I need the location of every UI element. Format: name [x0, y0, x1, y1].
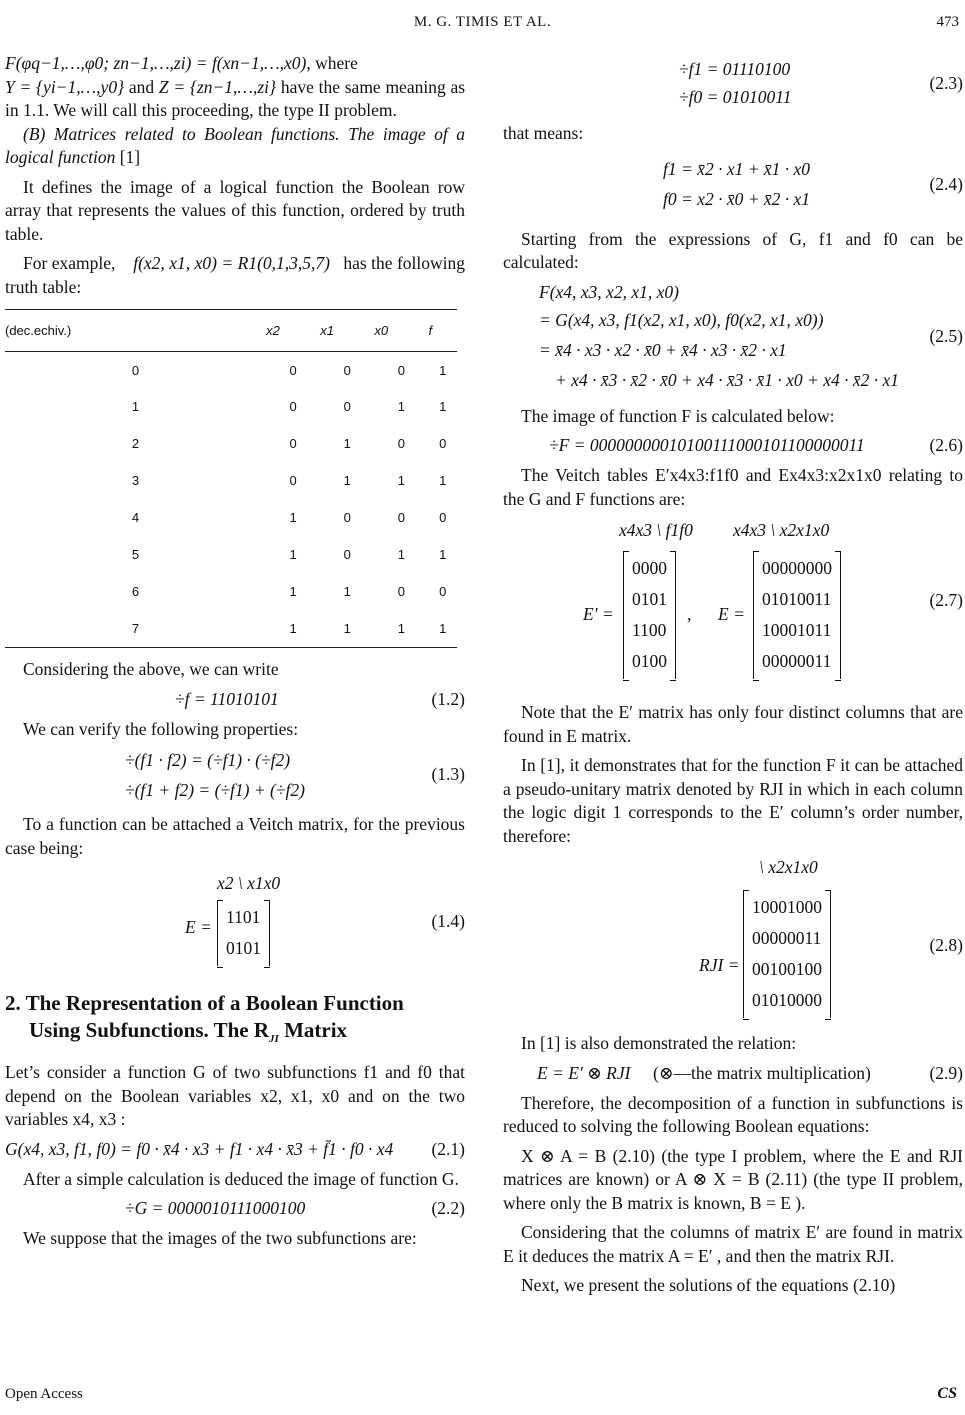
eq28-head: \ x2x1x0	[759, 857, 818, 877]
truth-table-cell: 1	[289, 510, 297, 526]
paragraph-verify: We can verify the following properties:	[23, 718, 299, 739]
intro-set-y: Y = {yi−1,…,y0}	[5, 76, 125, 97]
eq14-head: x2 \ x1x0	[217, 873, 281, 893]
truth-table-row	[5, 574, 457, 611]
section-title-line1: 2. The Representation of a Boolean Function	[5, 991, 404, 1015]
intro-where: , where	[306, 53, 358, 73]
truth-table-cell: 1	[397, 473, 405, 489]
eq25-line: F(x4, x3, x2, x1, x0)	[539, 281, 679, 302]
truth-table-cell: 0	[397, 362, 405, 378]
truth-table-cell: 3	[131, 473, 140, 489]
truth-table-cell: 0	[439, 436, 447, 452]
truth-table	[5, 309, 457, 648]
eq13-number: (1.3)	[431, 764, 465, 784]
equation-1-2	[5, 688, 465, 718]
truth-table-cell: 1	[374, 611, 428, 648]
paragraph-next: Next, we present the solutions of the equations (2.10)	[521, 1275, 896, 1295]
truth-table-cell: 0	[343, 362, 351, 378]
truth-table-cell: 1	[266, 611, 320, 648]
truth-table-cell: 0	[289, 473, 297, 489]
paragraph-b-heading	[5, 123, 465, 170]
truth-table-cell: 0	[397, 510, 405, 526]
matrix-row: 01010000	[752, 990, 822, 1010]
truth-table-cell: 7	[5, 611, 266, 648]
truth-table-cell: 0	[131, 362, 140, 378]
eq23a-expr: ÷f1 = 01110100	[679, 59, 791, 79]
matrix-row: 0000	[632, 558, 667, 578]
eq26-expr: ÷F = 00000000010100111000101100000011	[549, 435, 865, 455]
section-heading-2	[5, 990, 465, 1053]
example-equation: f(x2, x1, x0) = R1(0,1,3,5,7)	[133, 253, 330, 273]
footer-open-access: Open Access	[5, 1386, 83, 1402]
eq27-lhs1: E′ =	[583, 604, 614, 624]
paragraph-lets-consider: Let’s consider a function G of two subfunctions f1 and f0 that depend on the Boolean variables x2, x1, x0 and on the two variables x4, x3 :	[5, 1062, 465, 1130]
eq28-number: (2.8)	[929, 935, 963, 955]
paragraph-after: After a simple calculation is deduced the image of function G.	[23, 1168, 459, 1189]
eq24a-expr: f1 = x̄2 · x1 + x̄1 · x0	[663, 158, 811, 179]
eq22-expr: ÷G = 0000010111000100	[125, 1198, 306, 1219]
paragraph-starting: Starting from the expressions of G, f1 and f0 can be calculated:	[503, 228, 963, 272]
eq29-number: (2.9)	[929, 1062, 963, 1083]
paragraph-means: that means:	[503, 123, 584, 143]
eq26-number: (2.6)	[929, 435, 963, 455]
matrix-row: 01010011	[762, 589, 832, 609]
eq24-number: (2.4)	[929, 173, 963, 194]
th-x1: x1	[320, 310, 374, 352]
truth-table-cell: 1	[439, 362, 447, 378]
paragraph-image: The image of function F is calculated below:	[521, 405, 835, 426]
truth-table-cell: 0	[397, 584, 405, 600]
truth-table-row	[5, 611, 457, 648]
truth-table-cell: 0	[289, 436, 297, 452]
eq23b-expr: ÷f0 = 01010011	[679, 87, 792, 107]
truth-table-cell: 1	[289, 547, 297, 563]
equation-2-7	[503, 517, 963, 683]
eq27-lhs2: E =	[718, 604, 745, 624]
matrix-row: 00100100	[752, 959, 822, 979]
truth-table-cell: 1	[343, 584, 351, 600]
intro-paragraph	[5, 52, 465, 123]
truth-table-row	[5, 463, 457, 500]
running-header: M. G. TIMIS ET AL.	[413, 14, 552, 30]
section-title-sub: JI	[269, 1033, 279, 1046]
truth-table-row	[5, 500, 457, 537]
truth-table-cell: 1	[320, 611, 374, 648]
equation-2-1	[5, 1138, 465, 1168]
eq28-lhs: RJI =	[699, 955, 740, 975]
section-title-line2: Using Subfunctions. The R	[29, 1018, 270, 1042]
truth-table-row	[5, 352, 457, 389]
truth-table-cell: 0	[439, 584, 447, 600]
example-text-b: has the following truth table:	[5, 253, 466, 297]
eq25-number: (2.5)	[929, 325, 963, 346]
equation-2-9	[503, 1062, 963, 1092]
matrix-row: 0100	[632, 651, 667, 671]
eq27-number: (2.7)	[929, 590, 963, 610]
eq27-head2: x4x3 \ x2x1x0	[733, 520, 830, 540]
left-column	[5, 52, 465, 1257]
paragraph-veitch-tables: The Veitch tables E′x4x3:f1f0 and Ex4x3:x2x1x0 relating to the G and F functions are:	[503, 465, 963, 509]
page-number: 473	[936, 14, 959, 30]
example-text-a: For example,	[23, 253, 116, 273]
truth-table-cell: 4	[131, 510, 140, 526]
paragraph-note: Note that the E′ matrix has only four distinct columns that are found in E matrix.	[503, 702, 963, 746]
b-ref: [1]	[119, 147, 141, 167]
equation-2-6	[503, 434, 963, 464]
th-f: f	[428, 310, 457, 352]
truth-table-row	[5, 537, 457, 574]
eq21-expr: G(x4, x3, f1, f0) = f0 · x̄4 · x3 + f1 · x4 · x̄3 + f̄1 · f0 · x4	[5, 1138, 394, 1159]
eq14-row: 1101	[226, 907, 261, 927]
eq25-line: = G(x4, x3, f1(x2, x1, x0), f0(x2, x1, x0))	[539, 309, 824, 330]
matrix-row: 00000000	[762, 558, 832, 578]
truth-table-cell: 0	[397, 436, 405, 452]
truth-table-cell: 0	[439, 510, 447, 526]
truth-table-cell: 1	[289, 584, 297, 600]
b-title: Matrices related to Boolean functions. The image of a logical function	[5, 123, 466, 167]
eq22-number: (2.2)	[431, 1198, 465, 1219]
eq27-matrix-e-prime	[623, 551, 676, 679]
eq13b-expr: ÷(f1 + f2) = (÷f1) + (÷f2)	[125, 780, 305, 800]
paragraph-example	[5, 252, 465, 299]
truth-table-row	[5, 389, 457, 426]
matrix-row: 0101	[632, 589, 667, 609]
paragraph-therefore: Therefore, the decomposition of a function in subfunctions is reduced to solving the following Boolean equations:	[503, 1092, 963, 1136]
eq27-head1: x4x3 \ f1f0	[619, 520, 693, 540]
matrix-row: 00000011	[762, 651, 832, 671]
matrix-row: 10001011	[762, 620, 832, 640]
paragraph-suppose: We suppose that the images of the two subfunctions are:	[23, 1228, 417, 1249]
th-x2: x2	[266, 310, 320, 352]
eq23-number: (2.3)	[929, 73, 963, 93]
equation-2-8	[503, 854, 963, 1026]
eq27-comma: ,	[687, 604, 692, 624]
truth-table-cell: 1	[439, 473, 447, 489]
paragraph-in2: In [1] is also demonstrated the relation:	[521, 1033, 797, 1053]
truth-table-cell: 1	[131, 399, 140, 415]
truth-table-cell: 1	[397, 399, 405, 415]
intro-equation: F(φq−1,…,φ0; zn−1,…,zi) = f(xn−1,…,x0)	[5, 53, 307, 73]
equation-2-5	[503, 281, 963, 401]
truth-table-cell: 0	[343, 510, 351, 526]
truth-table-cell: 1	[439, 399, 447, 415]
truth-table-header	[5, 310, 457, 352]
right-column	[503, 52, 963, 1304]
eq24b-expr: f0 = x2 · x̄0 + x̄2 · x1	[663, 188, 811, 209]
truth-table-cell: 0	[289, 362, 297, 378]
equation-2-2	[5, 1197, 465, 1227]
paragraph-considering-2: Considering that the columns of matrix E′ are found in matrix E it deduces the matrix A = E′ , and then the matrix RJI.	[503, 1222, 963, 1266]
equation-2-3	[503, 58, 963, 114]
intro-set-z: Z = {zn−1,…,zi}	[158, 76, 277, 97]
eq14-matrix	[217, 900, 270, 966]
eq27-matrix-e	[753, 551, 841, 679]
eq29-note: (⊗—the matrix multiplication)	[653, 1062, 871, 1083]
paragraph-considering: Considering the above, we can write	[23, 659, 279, 679]
matrix-row: 10001000	[752, 897, 822, 917]
eq25-line: = x̄4 · x3 · x2 · x̄0 + x̄4 · x3 · x̄2 · x1	[539, 339, 787, 360]
intro-rest: have the same meaning as in 1.1. We will call this proceeding, the type II problem.	[5, 76, 466, 120]
b-label: (B)	[23, 123, 46, 144]
paragraph-in1: In [1], it demonstrates that for the function F it can be attached a pseudo-unitary matrix denoted by RJI in which in each column the logic digit 1 corresponds to the E′ column’s order number, therefore:	[503, 755, 963, 846]
matrix-row: 1100	[632, 620, 667, 640]
th-x0: x0	[374, 310, 428, 352]
truth-table-cell: 1	[428, 611, 457, 648]
paragraph-defines: It defines the image of a logical function the Boolean row array that represents the values of this function, ordered by truth table.	[5, 176, 465, 244]
equation-1-3	[5, 747, 465, 807]
truth-table-cell: 1	[343, 473, 351, 489]
equation-1-4	[5, 866, 465, 976]
eq13a-expr: ÷(f1 · f2) = (÷f1) · (÷f2)	[125, 750, 291, 770]
eq25-line: + x4 · x̄3 · x̄2 · x̄0 + x4 · x̄3 · x̄1 · x0 + x4 · x̄2 · x1	[555, 369, 899, 390]
truth-table-cell: 0	[343, 399, 351, 415]
truth-table-cell: 6	[131, 584, 140, 600]
equation-2-4	[503, 156, 963, 216]
th-dec: (dec.echiv.)	[5, 310, 266, 352]
truth-table-row	[5, 426, 457, 463]
eq28-matrix-rji	[743, 890, 831, 1018]
eq29-expr: E = E′ ⊗ RJI	[537, 1062, 631, 1083]
eq21-number: (2.1)	[431, 1138, 465, 1159]
paragraph-types: X ⊗ A = B (2.10) (the type I problem, where the E and RJI matrices are known) or A ⊗ X = B (2.11) (the type II problem, where only the B matrix is known, B = E ).	[503, 1145, 963, 1213]
paragraph-veitch: To a function can be attached a Veitch matrix, for the previous case being:	[5, 814, 465, 858]
truth-table-cell: 0	[343, 547, 351, 563]
section-title-line3: Matrix	[278, 1018, 348, 1042]
matrix-row: 00000011	[752, 928, 822, 948]
footer-journal: CS	[937, 1385, 957, 1402]
intro-and: and	[128, 76, 155, 97]
truth-table-cell: 1	[439, 547, 447, 563]
truth-table-cell: 1	[397, 547, 405, 563]
eq12-number: (1.2)	[431, 688, 465, 709]
truth-table-cell: 0	[289, 399, 297, 415]
eq14-row: 0101	[226, 938, 261, 958]
eq14-lhs: E =	[185, 917, 212, 937]
truth-table-cell: 5	[131, 547, 140, 563]
truth-table-cell: 1	[343, 436, 351, 452]
truth-table-cell: 2	[131, 436, 140, 452]
eq14-number: (1.4)	[431, 911, 465, 931]
eq12-expr: ÷f = 11010101	[175, 688, 279, 709]
